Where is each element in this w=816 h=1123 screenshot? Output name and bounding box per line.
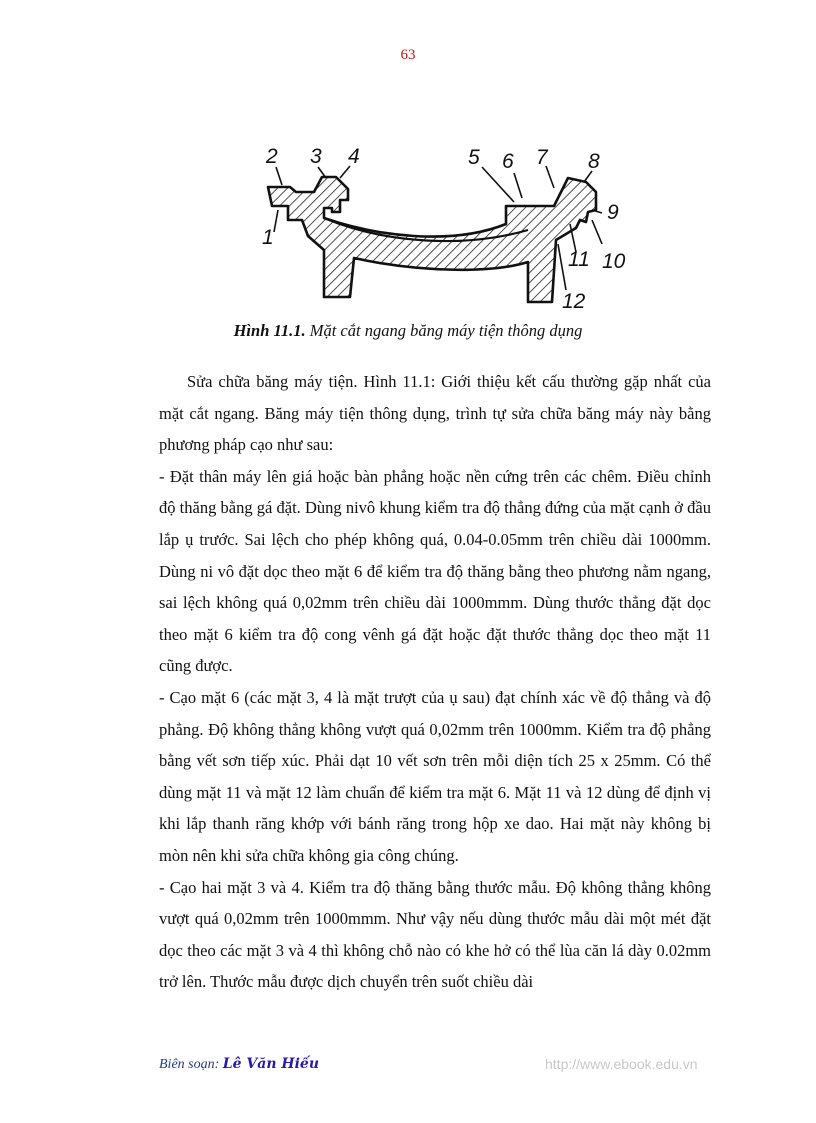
figure-label-8: 8 — [588, 150, 600, 173]
paragraph: - Cạo hai mặt 3 và 4. Kiểm tra độ thăng bằng thước mẫu. Độ không thẳng không vượt quá 0,02mm trên 1000mmm. Như vậy nếu dùng thước mẫu dài một mét đặt dọc theo các mặt 3 và 4 thì không chỗ nào có khe hở có thể lùa căn lá dày 0.02mm trở lên. Thước mẫu được dịch chuyển trên suốt chiều dài — [159, 877, 711, 992]
figure-label-2: 2 — [266, 145, 278, 168]
paragraph: - Đặt thân máy lên giá hoặc bàn phẳng hoặc nền cứng trên các chêm. Điều chỉnh độ thăng bằng gá đặt. Dùng nivô khung kiểm tra độ thẳng đứng của mặt cạnh ở đầu lắp ụ trước. Sai lệch cho phép không quá, 0.04-0.05mm trên chiều dài 1000mm. Dùng ni vô đặt dọc theo mặt 6 để kiểm tra độ thăng bằng theo phương nằm ngang, sai lệch không quá 0,02mm trên chiều dài 1000mmm. Dùng thước thẳng đặt dọc theo mặt 6 kiểm tra độ cong vênh gá đặt hoặc đặt thước thẳng dọc theo mặt 11 cũng được. — [159, 466, 711, 676]
figure-label-3: 3 — [310, 145, 322, 168]
footer-url[interactable]: http://www.ebook.edu.vn — [545, 1056, 698, 1072]
figure-caption — [0, 321, 816, 341]
caption-figure-number: Hình 11.1. — [233, 321, 306, 340]
page-number: 63 — [400, 47, 416, 63]
author-name: Lê Văn Hiếu — [222, 1056, 320, 1072]
body-text — [159, 366, 711, 998]
cross-section-body — [268, 177, 596, 302]
lathe-bed-cross-section-figure — [236, 140, 646, 325]
cross-section-drawing — [236, 140, 646, 325]
figure-label-4: 4 — [348, 145, 360, 168]
figure-label-6: 6 — [502, 150, 514, 173]
figure-label-7: 7 — [536, 146, 548, 169]
paragraph: Sửa chữa băng máy tiện. Hình 11.1: Giới thiệu kết cấu thường gặp nhất của mặt cắt ngang. Băng máy tiện thông dụng, trình tự sửa chữa băng máy này bằng phương pháp cạo như sau: — [159, 372, 711, 455]
figure-label-1: 1 — [262, 226, 274, 249]
caption-text: Mặt cắt ngang băng máy tiện thông dụng — [305, 321, 583, 340]
figure-label-11: 11 — [568, 248, 590, 271]
figure-label-12: 12 — [562, 290, 586, 313]
paragraph: - Cạo mặt 6 (các mặt 3, 4 là mặt trượt của ụ sau) đạt chính xác về độ thẳng và độ phẳng. Độ không thẳng không vượt quá 0,02mm trên 1000mm. Kiểm tra độ phẳng bằng vết sơn tiếp xúc. Phải dạt 10 vết sơn trên mỗi diện tích 25 x 25mm. Có thể dùng mặt 11 và mặt 12 làm chuẩn để kiểm tra mặt 6. Mặt 11 và 12 dùng để định vị khi lắp thanh răng khớp với bánh răng trong hộp xe dao. Hai mặt này không bị mòn nên khi sửa chữa không gia công chúng. — [159, 687, 711, 865]
figure-label-10: 10 — [602, 250, 626, 273]
footer-prefix: Biên soạn: — [159, 1057, 223, 1072]
figure-label-9: 9 — [607, 201, 619, 224]
figure-label-5: 5 — [468, 146, 480, 169]
footer-author — [159, 1056, 319, 1073]
